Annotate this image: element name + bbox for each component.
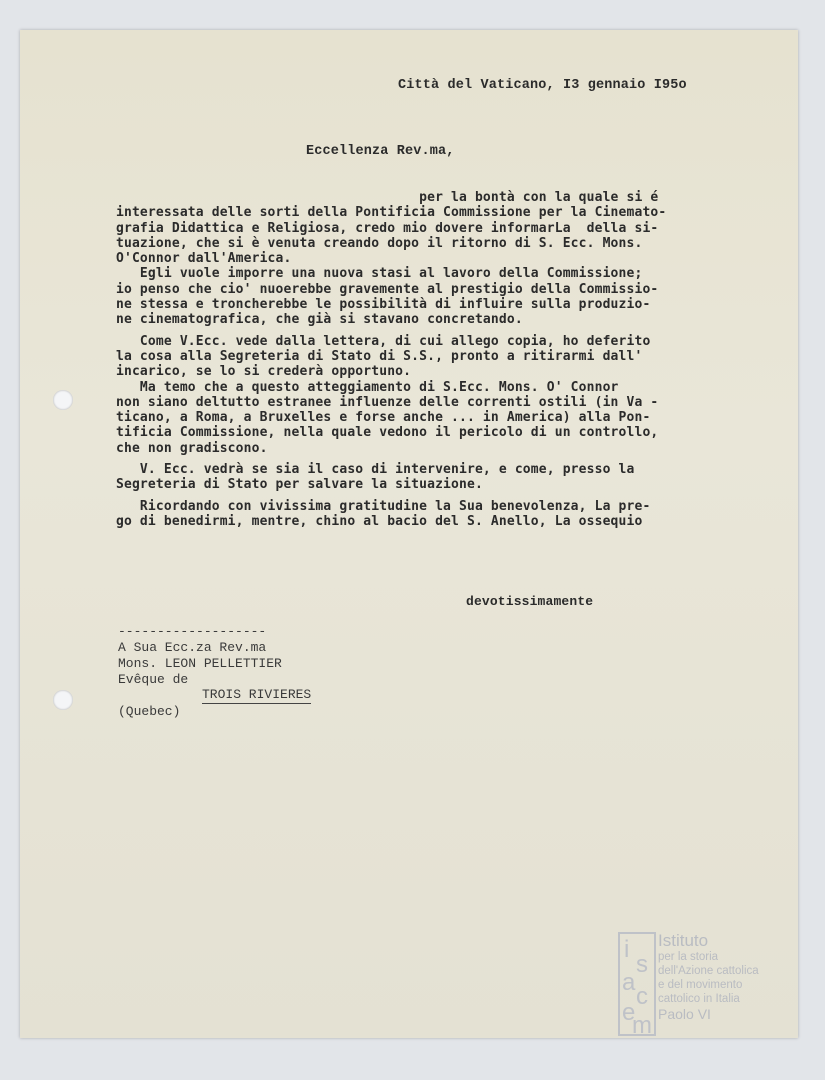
date-line: Città del Vaticano, I3 gennaio I95o (398, 78, 687, 93)
body-line: la cosa alla Segreteria di Stato di S.S., pronto a ritirarmi dall' (116, 348, 643, 364)
body-line: per la bontà con la quale si é (116, 190, 659, 205)
letter-body (116, 190, 666, 529)
body-line: tuazione, che si è venuta creando dopo il ritorno di S. Ecc. Mons. (116, 235, 643, 251)
body-line: io penso che cio' nuoerebbe gravemente al prestigio della Commissio- (116, 281, 659, 297)
logo-line: dell'Azione cattolica (658, 965, 759, 977)
logo-line: Paolo VI (658, 1006, 711, 1022)
logo-line: Istituto (658, 931, 709, 950)
address-line: Evêque de (118, 672, 189, 687)
body-line: incarico, se lo si crederà opportuno. (116, 364, 412, 380)
body-line: che non gradiscono. (116, 440, 268, 456)
body-line: interessata delle sorti della Pontificia Commissione per la Cinemato- (116, 205, 667, 221)
isacem-logo-icon (618, 932, 656, 1036)
body-line: Come V.Ecc. vede dalla lettera, di cui allego copia, ho deferito (116, 333, 651, 349)
logo-line: per la storia (658, 951, 719, 963)
svg-text:s: s (636, 951, 648, 978)
address-line: A Sua Ecc.za Rev.ma (118, 640, 267, 655)
body-line: Ricordando con vivissima gratitudine la Sua benevolenza, La pre- (116, 498, 651, 514)
body-line: Ma temo che a questo atteggiamento di S.Ecc. Mons. O' Connor (116, 379, 619, 395)
body-line: grafia Didattica e Religiosa, credo mio dovere informarLa della si- (116, 220, 659, 236)
svg-text:e: e (622, 999, 636, 1026)
body-line: V. Ecc. vedrà se sia il caso di intervenire, e come, presso la (116, 462, 635, 478)
body-line: ticano, a Roma, a Bruxelles e forse anche ... in America) alla Pon- (116, 410, 651, 426)
address-city-text: TROIS RIVIERES (202, 687, 312, 702)
letter-sheet (20, 30, 798, 1038)
logo-line: cattolico in Italia (658, 993, 740, 1005)
body-line: O'Connor dall'America. (116, 251, 292, 267)
body-line: go di benedirmi, mentre, chino al bacio del S. Anello, La ossequio (116, 513, 643, 529)
punch-hole (53, 690, 73, 710)
logo-text (658, 932, 780, 1022)
separator-line: ------------------- (118, 624, 267, 639)
svg-text:c: c (636, 983, 648, 1010)
svg-text:a: a (622, 969, 636, 996)
svg-text:i: i (624, 936, 630, 963)
body-line: Segreteria di Stato per salvare la situazione. (116, 477, 483, 493)
address-line: (Quebec) (118, 704, 181, 719)
body-line: non siano deltutto estranee influenze delle correnti ostili (in Va - (116, 394, 659, 410)
isacem-logo (618, 932, 778, 1036)
address-city (202, 687, 311, 702)
body-line: ne stessa e troncherebbe le possibilità di influire sulla produzio- (116, 297, 651, 313)
svg-text:m: m (632, 1012, 652, 1036)
body-line: ne cinematografica, che già si stavano concretando. (116, 312, 523, 328)
punch-hole (53, 390, 73, 410)
address-line: Mons. LEON PELLETTIER (118, 656, 282, 671)
logo-line: e del movimento (658, 979, 743, 991)
body-line: tificia Commissione, nella quale vedono il pericolo di un controllo, (116, 425, 659, 441)
salutation: Eccellenza Rev.ma, (306, 144, 455, 159)
body-line: Egli vuole imporre una nuova stasi al lavoro della Commissione; (116, 266, 643, 282)
closing: devotissimamente (466, 594, 594, 609)
